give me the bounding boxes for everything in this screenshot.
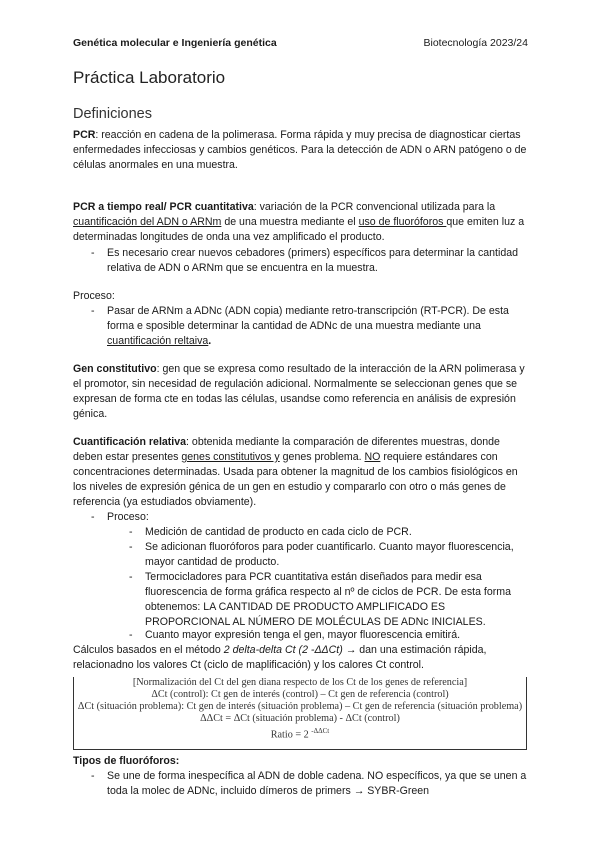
cuant-sub-4: - Cuanto mayor expresión tenga el gen, mayor fluorescencia emitirá. xyxy=(129,629,461,641)
calculos-method: 2 delta-delta Ct (2 -ΔΔCt) xyxy=(223,644,343,656)
header-year: Biotecnología 2023/24 xyxy=(423,37,528,49)
proceso-label: Proceso: xyxy=(73,290,115,302)
equation-line-4: ΔΔCt = ΔCt (situación problema) - ΔCt (control) xyxy=(200,713,400,724)
cuant-paragraph xyxy=(73,435,529,510)
cuant-sub-4-text: Cuanto mayor expresión tenga el gen, mayor fluorescencia emitirá. xyxy=(145,629,461,641)
gen-paragraph xyxy=(73,362,529,422)
equation-line-2: ΔCt (control): Ct gen de interés (control) – Ct gen de referencia (control) xyxy=(151,689,449,700)
tipos-bullet: - Se une de forma inespecífica al ADN de doble cadena. NO específicos, ya que se unen a toda la molec de ADNc, incluido dímeros de primers → SYBR-Green xyxy=(91,770,527,797)
cuant-text-3: requiere estándares con concentraciones determinadas. Usada para obtener la magnitud de los cambios fisiológicos en los niveles de expresión génica de un gen en estudio y compararlo con otro o más genes de referencia (ya estudiados obviamente). xyxy=(73,451,518,508)
cuant-sub-3-text: Termocicladores para PCR cuantitativa están diseñados para medir esa fluorescencia de forma gráfica respecto al nº de ciclos de PCR. De esta forma obtenemos: LA CANTIDAD DE PRODUCTO AMPLIFICADO ES PROPORCIONAL AL NÚMERO DE MOLÉCULAS DE ADNc INICIALES. xyxy=(145,571,511,628)
equation-ratio: Ratio = 2 xyxy=(270,729,312,741)
proceso-bullet-end: . xyxy=(208,335,212,347)
pcr-paragraph xyxy=(73,128,529,173)
cuant-sub-1: - Medición de cantidad de producto en cada ciclo de PCR. xyxy=(129,526,412,538)
cuant-sub-1-text: Medición de cantidad de producto en cada ciclo de PCR. xyxy=(145,526,412,538)
equation-line-5 xyxy=(74,725,526,741)
cuant-text-2: genes problema. xyxy=(279,451,365,463)
calculos-text-1: Cálculos basados en el método xyxy=(73,644,224,656)
proceso-bullet: - Pasar de ARNm a ADNc (ADN copia) mediante retro-transcripción (RT-PCR). De esta forma e sposible determinar la cantidad de ADNc de una muestra mediante una cuantificación reltaiva. xyxy=(91,305,509,347)
calculos-text-2: → dan una estimación rápida, relacionadno los valores Ct (ciclo de maplificación) y los calores Ct control. xyxy=(73,644,487,671)
cuant-sub-2-text: Se adicionan fluoróforos para poder cuantificarlo. Cuanto mayor fluorescencia, mayor cantidad de producto. xyxy=(145,541,514,568)
cuant-proceso-label: Proceso: xyxy=(107,511,149,523)
pcr-rt-bullet-text: Es necesario crear nuevos cebadores (primers) específicos para determinar la cantidad relativa de ADN o ARNm que se encuentra en la muestra. xyxy=(107,247,518,274)
section-title: Definiciones xyxy=(73,106,152,122)
equation-box xyxy=(73,677,527,750)
proceso-bullet-underline: cuantificación reltaiva xyxy=(107,335,209,347)
tipos-title xyxy=(73,754,529,769)
pcr-rt-text-1: : variación de la PCR convencional utilizada para la xyxy=(253,201,496,213)
gen-term: Gen constitutivo xyxy=(73,363,157,375)
equation-line-3: ΔCt (situación problema): Ct gen de interés (situación problema) – Ct gen de referencia (situación problema) xyxy=(77,701,523,712)
pcr-term: PCR xyxy=(73,129,96,141)
cuant-underline-2: NO xyxy=(364,451,381,463)
tipos-bullet-text: Se une de forma inespecífica al ADN de doble cadena. NO específicos, ya que se unen a toda la molec de ADNc, incluido dímeros de primers → SYBR-Green xyxy=(107,770,527,797)
pcr-rt-paragraph xyxy=(73,200,529,245)
pcr-rt-text-3: que emiten luz a determinadas longitudes de onda una vez amplificado el producto. xyxy=(73,216,525,243)
cuant-sub-2: - Se adicionan fluoróforos para poder cuantificarlo. Cuanto mayor fluorescencia, mayor cantidad de producto. xyxy=(129,541,514,568)
cuant-underline-1: genes constitutivos y xyxy=(181,451,280,463)
tipos-title-text: Tipos de fluoróforos: xyxy=(73,755,180,767)
equation-line-1: [Normalización del Ct del gen diana respecto de los Ct de los genes de referencia] xyxy=(132,677,468,688)
cuant-sub-3: - Termocicladores para PCR cuantitativa están diseñados para medir esa fluorescencia de forma gráfica respecto al nº de ciclos de PCR. De esta forma obtenemos: LA CANTIDAD DE PRODUCTO AMPLIFICADO ES PROPORCIONAL AL NÚMERO DE MOLÉCULAS DE ADNc INICIALES. xyxy=(129,571,511,628)
pcr-rt-text-2: de una muestra mediante el xyxy=(221,216,359,228)
header-course: Genética molecular e Ingeniería genética xyxy=(73,37,277,49)
pcr-rt-underline-2: uso de fluoróforos xyxy=(358,216,447,228)
page-header xyxy=(73,37,528,49)
cuant-term: Cuantificación relativa xyxy=(73,436,187,448)
page-title: Práctica Laboratorio xyxy=(73,68,226,87)
cuant-proceso: - Proceso: xyxy=(91,511,149,523)
cuant-text-1: : obtenida mediante la comparación de diferentes muestras, donde deben estar presentes xyxy=(73,436,500,463)
gen-text: : gen que se expresa como resultado de la interacción de la ARN polimerasa y el promotor, sin necesidad de regulación adicional. Normalmente se seleccionan genes que se expresan de forma cte en todas las células, usandse como referencia en análisis de expresión génica. xyxy=(73,363,525,420)
proceso-bullet-text: Pasar de ARNm a ADNc (ADN copia) mediante retro-transcripción (RT-PCR). De esta forma e sposible determinar la cantidad de ADNc de una muestra mediante una xyxy=(107,305,509,332)
pcr-text: : reacción en cadena de la polimerasa. Forma rápida y muy precisa de diagnosticar ciertas enfermedades infecciosas y cambios genéticos. Para la detección de ADN o ARN patógeno o de células anormales en una muestra. xyxy=(73,129,527,171)
pcr-rt-underline-1: cuantificación del ADN o ARNm xyxy=(73,216,222,228)
pcr-rt-bullet: - Es necesario crear nuevos cebadores (primers) específicos para determinar la cantidad relativa de ADN o ARNm que se encuentra en la muestra. xyxy=(91,247,518,274)
calculos-paragraph xyxy=(73,643,529,673)
equation-exponent: -ΔΔCt xyxy=(311,727,330,735)
pcr-rt-term: PCR a tiempo real/ PCR cuantitativa xyxy=(73,201,254,213)
